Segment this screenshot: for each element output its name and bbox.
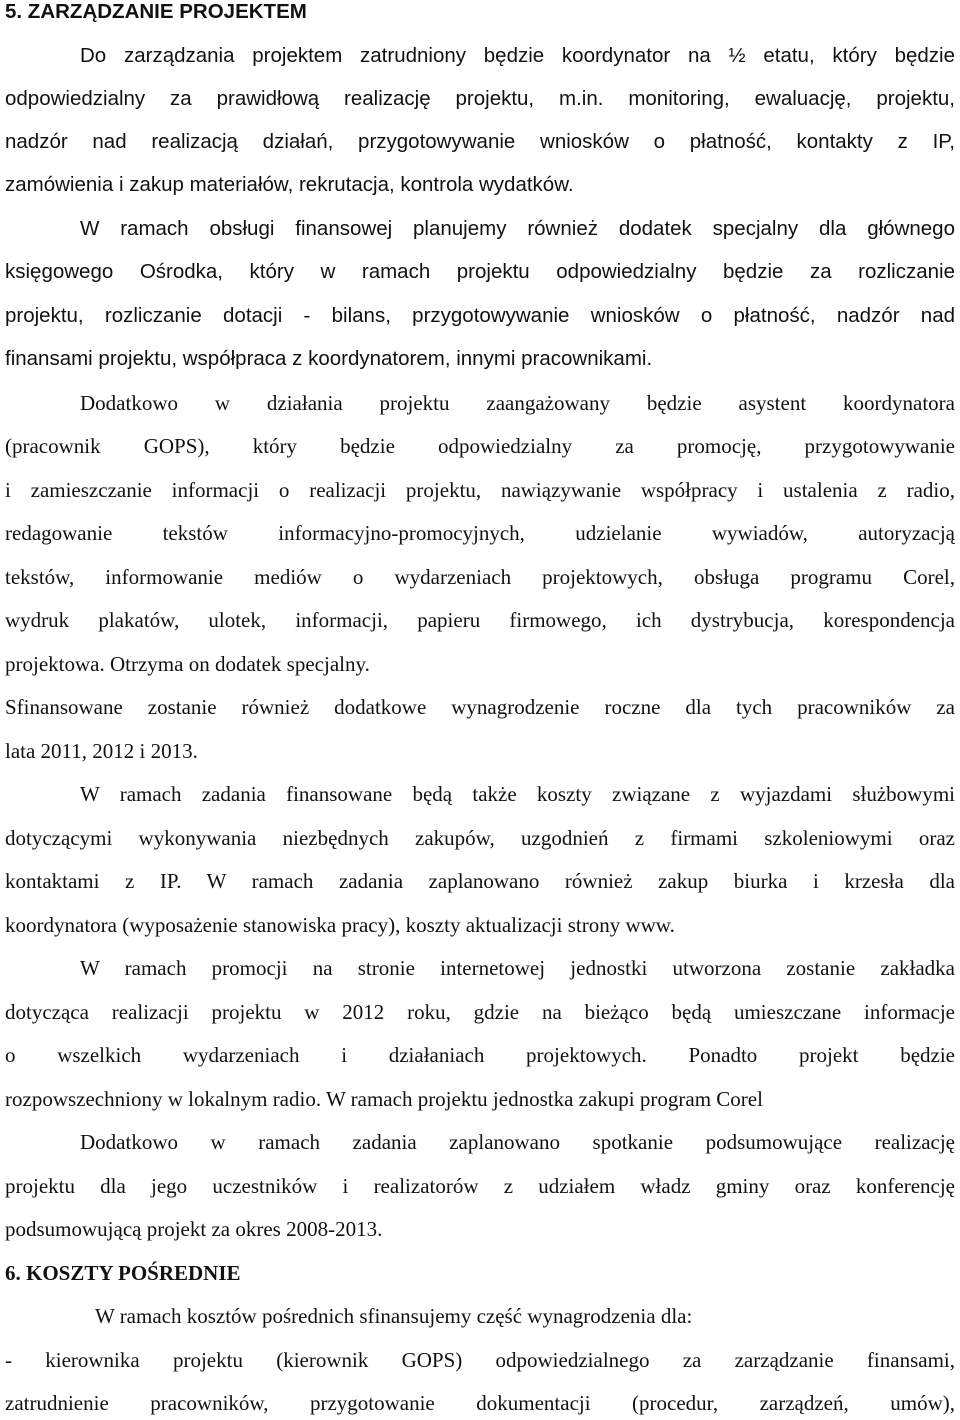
section-5-paragraph-2-line-1: W ramach obsługi finansowej planujemy również dodatek specjalny dla głównego: [80, 217, 955, 240]
section-5-paragraph-3-line-3: i zamieszczanie informacji o realizacji projektu, nawiązywanie współpracy i ustalenia z radio,: [5, 478, 955, 502]
section-5-paragraph-5-line-3: kontaktami z IP. W ramach zadania zaplanowano również zakup biurka i krzesła dla: [5, 869, 955, 893]
section-5-paragraph-5-line-2: dotyczącymi wykonywania niezbędnych zakupów, uzgodnień z firmami szkoleniowymi oraz: [5, 826, 955, 850]
section-5-paragraph-3-line-5: tekstów, informowanie mediów o wydarzeniach projektowych, obsługa programu Corel,: [5, 565, 955, 589]
section-5-paragraph-3-line-2: (pracownik GOPS), który będzie odpowiedzialny za promocję, przygotowywanie: [5, 434, 955, 458]
section-5-paragraph-6-line-2: dotycząca realizacji projektu w 2012 roku, gdzie na bieżąco będą umieszczane informacje: [5, 1000, 955, 1024]
section-5-paragraph-2-line-3: projektu, rozliczanie dotacji - bilans, przygotowywanie wniosków o płatność, nadzór nad: [5, 304, 955, 327]
section-5-paragraph-6-line-1: W ramach promocji na stronie internetowej jednostki utworzona zostanie zakładka: [80, 956, 955, 980]
section-6-paragraph-2-line-1: - kierownika projektu (kierownik GOPS) odpowiedzialnego za zarządzanie finansami,: [5, 1348, 955, 1372]
section-6-heading: 6. KOSZTY POŚREDNIE: [5, 1261, 241, 1285]
section-5-paragraph-7-line-1: Dodatkowo w ramach zadania zaplanowano spotkanie podsumowujące realizację: [80, 1130, 955, 1154]
section-5-heading: 5. ZARZĄDZANIE PROJEKTEM: [5, 0, 307, 23]
section-5-paragraph-4-line-2: lata 2011, 2012 i 2013.: [5, 739, 198, 763]
section-5-paragraph-7-line-3: podsumowującą projekt za okres 2008-2013.: [5, 1217, 383, 1241]
section-6-paragraph-2-line-2: zatrudnienie pracowników, przygotowanie dokumentacji (procedur, zarządzeń, umów),: [5, 1391, 955, 1415]
section-5-paragraph-1-line-1: Do zarządzania projektem zatrudniony będzie koordynator na ½ etatu, który będzie: [80, 44, 955, 67]
section-5-paragraph-5-line-1: W ramach zadania finansowane będą także koszty związane z wyjazdami służbowymi: [80, 782, 955, 806]
section-5-paragraph-3-line-1: Dodatkowo w działania projektu zaangażowany będzie asystent koordynatora: [80, 391, 955, 415]
section-5-paragraph-2-line-4: finansami projektu, współpraca z koordynatorem, innymi pracownikami.: [5, 347, 653, 370]
section-5-paragraph-2-line-2: księgowego Ośrodka, który w ramach projektu odpowiedzialny będzie za rozliczanie: [5, 260, 955, 283]
section-5-paragraph-3-line-7: projektowa. Otrzyma on dodatek specjalny.: [5, 652, 370, 676]
section-5-paragraph-7-line-2: projektu dla jego uczestników i realizatorów z udziałem władz gminy oraz konferencję: [5, 1174, 955, 1198]
section-5-paragraph-3-line-4: redagowanie tekstów informacyjno-promocyjnych, udzielanie wywiadów, autoryzacją: [5, 521, 955, 545]
section-5-paragraph-6-line-3: o wszelkich wydarzeniach i działaniach projektowych. Ponadto projekt będzie: [5, 1043, 955, 1067]
section-5-paragraph-1-line-2: odpowiedzialny za prawidłową realizację projektu, m.in. monitoring, ewaluację, projektu,: [5, 87, 955, 110]
section-5-paragraph-4-line-1: Sfinansowane zostanie również dodatkowe wynagrodzenie roczne dla tych pracowników za: [5, 695, 955, 719]
section-5-paragraph-3-line-6: wydruk plakatów, ulotek, informacji, papieru firmowego, ich dystrybucja, korespondencja: [5, 608, 955, 632]
section-5-paragraph-1-line-3: nadzór nad realizacją działań, przygotowywanie wniosków o płatność, kontakty z IP,: [5, 130, 955, 153]
section-6-paragraph-1: W ramach kosztów pośrednich sfinansujemy część wynagrodzenia dla:: [95, 1304, 693, 1328]
section-5-paragraph-6-line-4: rozpowszechniony w lokalnym radio. W ramach projektu jednostka zakupi program Corel: [5, 1087, 763, 1111]
section-5-paragraph-1-line-4: zamówienia i zakup materiałów, rekrutacja, kontrola wydatków.: [5, 173, 574, 196]
section-5-paragraph-5-line-4: koordynatora (wyposażenie stanowiska pracy), koszty aktualizacji strony www.: [5, 913, 675, 937]
